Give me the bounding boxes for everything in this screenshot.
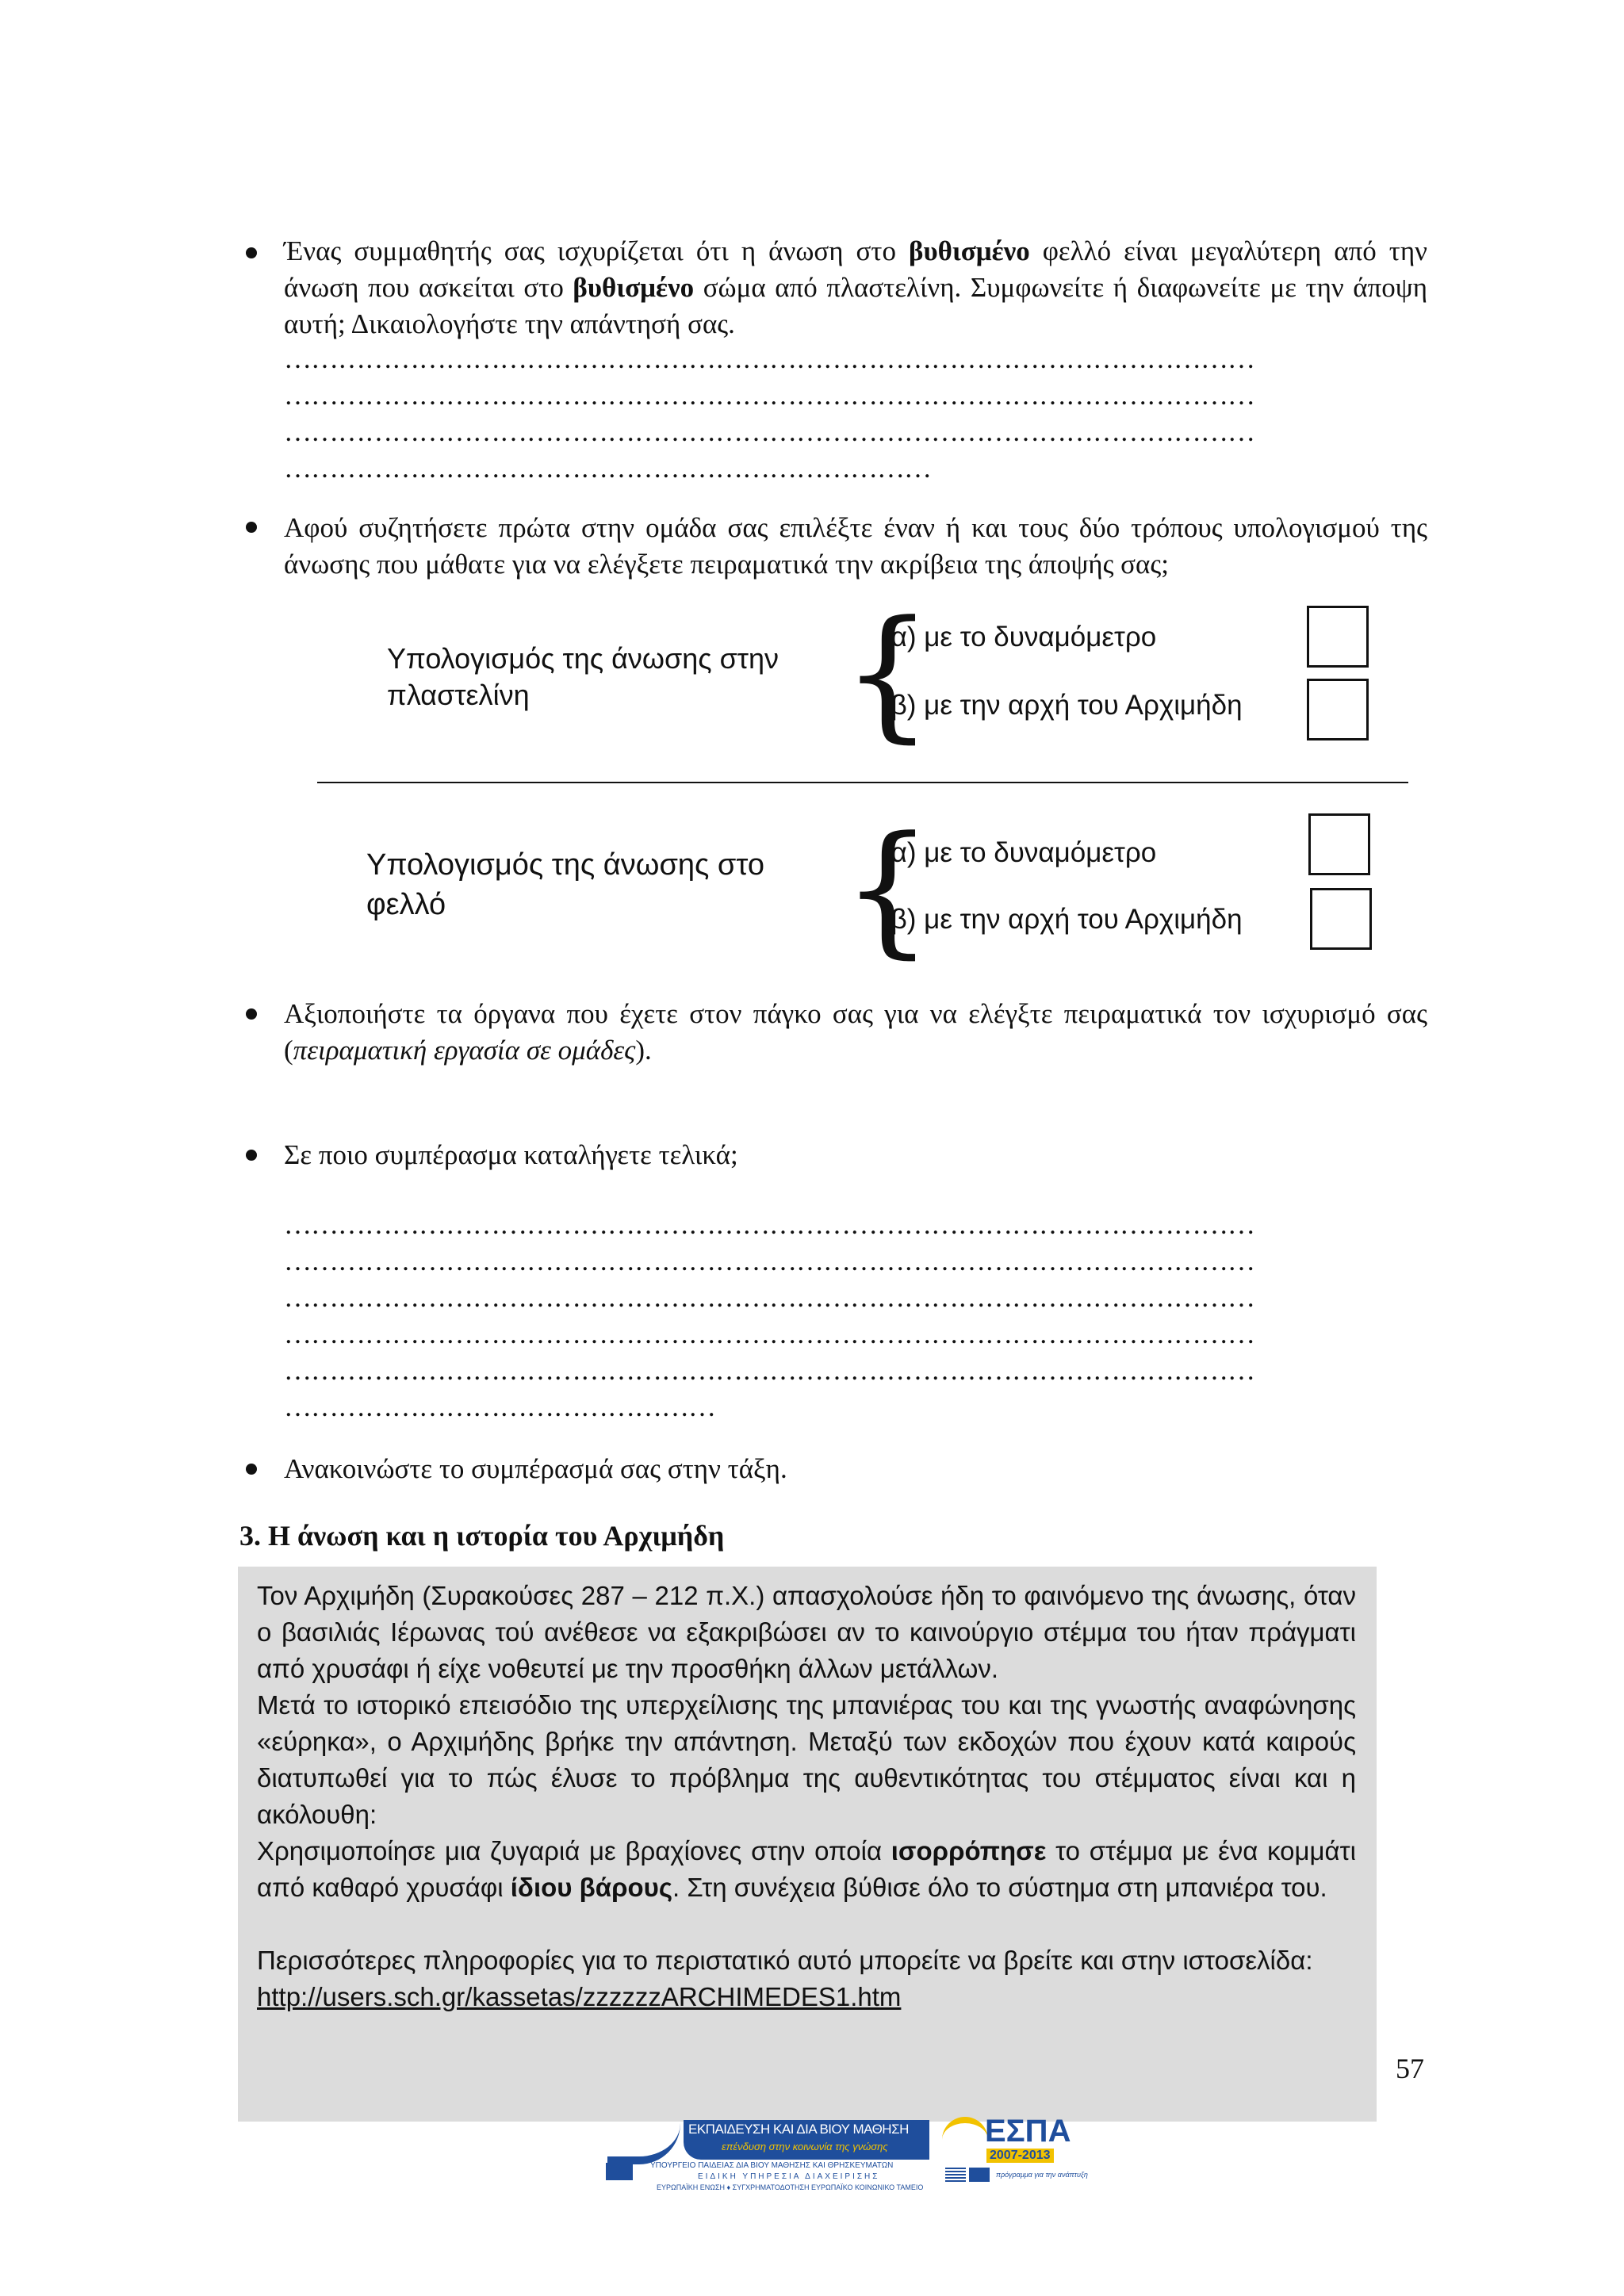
- espa-years: 2007-2013: [986, 2149, 1054, 2163]
- info-content: [257, 1578, 1356, 2015]
- italic-text: πειραματική εργασία σε ομάδες: [293, 1035, 636, 1066]
- question-4: Σε ποιο συμπέρασμα καταλήγετε τελικά;: [284, 1139, 738, 1170]
- bold-word: ισορρόπησε: [891, 1836, 1047, 1866]
- option-dynamometer: (α) με το δυναμόμετρο: [882, 837, 1157, 868]
- option-dynamometer: (α) με το δυναμόμετρο: [882, 622, 1157, 652]
- info-paragraph: Περισσότερες πληροφορίες για το περιστατικό αυτό μπορείτε να βρείτε και στην ιστοσελίδα:: [257, 1946, 1313, 1975]
- answer-line[interactable]: ………………………………………………………………………………………………: [284, 343, 1254, 374]
- checkbox-plasteline-a[interactable]: [1307, 606, 1369, 668]
- page-number: 57: [1396, 2053, 1424, 2084]
- espa-title: ΕΣΠΑ: [985, 2114, 1071, 2149]
- info-paragraph: Μετά το ιστορικό επεισόδιο της υπερχείλισης της μπανιέρας του και της γνωστής αναφώνησης «εύρηκα», ο Αρχιμήδης βρήκε την απάντηση. Μεταξύ των εκδοχών που έχουν κατά καιρούς διατυπωθεί για το πώς έλυσε το πρόβλημα της αυθεντικότητας του στέμματος είναι και η ακόλουθη:: [257, 1690, 1356, 1829]
- choice-label-plasteline: Υπολογισμός της άνωσης στην πλαστελίνη: [387, 642, 779, 711]
- answer-line[interactable]: ………………………………………………………………………………………………: [284, 1318, 1254, 1349]
- divider-line: [317, 782, 1408, 783]
- greek-flag-icon: [945, 2168, 966, 2182]
- logo-slogan: επένδυση στην κοινωνία της γνώσης: [722, 2141, 888, 2152]
- answer-line[interactable]: ………………………………………………………………………………………………: [284, 1246, 1254, 1276]
- info-paragraph: Τον Αρχιμήδη (Συρακούσες 287 – 212 π.Χ.) απασχολούσε ήδη το φαινόμενο της άνωσης, όταν ο βασιλιάς Ιέρωνας τού ανέθεσε να εξακριβώσει αν το καινούργιο στέμμα του ήταν πράγματι από χρυσάφι ή είχε νοθευτεί με την προσθήκη άλλων μετάλλων.: [257, 1581, 1356, 1683]
- logo-service: ΕΙΔΙΚΗ ΥΠΗΡΕΣΙΑ ΔΙΑΧΕΙΡΙΣΗΣ: [698, 2172, 880, 2181]
- checkbox-cork-b[interactable]: [1310, 888, 1372, 950]
- answer-line[interactable]: …………………………………………: [284, 1391, 715, 1422]
- option-archimedes: (β) με την αρχή του Αρχιμήδη: [882, 690, 1243, 721]
- eu-flag-icon: [606, 2163, 633, 2180]
- question-1: Ένας συμμαθητής σας ισχυρίζεται ότι η άνωση στο βυθισμένο φελλό είναι μεγαλύτερη από την άνωση που ασκείται στο βυθισμένο σώμα από πλαστελίνη. Συμφωνείτε ή διαφωνείτε με την άποψη αυτή; Δικαιολογήστε την απάντησή σας.: [284, 235, 1428, 339]
- answer-line[interactable]: ………………………………………………………………………………………………: [284, 1282, 1254, 1313]
- bullet-icon: [246, 1464, 257, 1475]
- bold-word: βυθισμένο: [573, 272, 695, 303]
- left-brace-icon: {: [842, 591, 933, 756]
- bold-word: βυθισμένο: [909, 235, 1030, 266]
- checkbox-cork-a[interactable]: [1308, 813, 1370, 875]
- eu-flag-icon: [969, 2168, 990, 2182]
- logo-eu: ΕΥΡΩΠΑΪΚΗ ΕΝΩΣΗ ♦ ΣΥΓΧΡΗΜΑΤΟΔΟΤΗΣΗ ΕΥΡΩΠΑΪΚΟ ΚΟΙΝΩΝΙΚΟ ΤΑΜΕΙΟ: [657, 2183, 924, 2191]
- question-3: Αξιοποιήστε τα όργανα που έχετε στον πάγκο σας για να ελέγξτε πειραματικά τον ισχυρισμό σας (πειραματική εργασία σε ομάδες).: [284, 998, 1427, 1066]
- question-2: Αφού συζητήσετε πρώτα στην ομάδα σας επιλέξτε έναν ή και τους δύο τρόπους υπολογισμού της άνωσης που μάθατε για να ελέγξετε πειραματικά την ακρίβεια της άποψής σας;: [284, 512, 1427, 580]
- logo-swoosh-icon: [607, 2123, 680, 2164]
- espa-slogan: πρόγραμμα για την ανάπτυξη: [996, 2171, 1088, 2179]
- espa-logo: [942, 2109, 1088, 2196]
- answer-line[interactable]: ………………………………………………………………………………………………: [284, 1355, 1254, 1386]
- answer-line[interactable]: ………………………………………………………………………………………………: [284, 1209, 1254, 1240]
- info-box: [238, 1567, 1377, 2122]
- bold-word: ίδιου βάρους: [510, 1873, 673, 1902]
- left-brace-icon: {: [842, 806, 933, 972]
- answer-line[interactable]: ………………………………………………………………………………………………: [284, 380, 1254, 411]
- choice-label-cork: Υπολογισμός της άνωσης στο φελλό: [366, 848, 764, 921]
- answer-line[interactable]: ………………………………………………………………………………………………: [284, 416, 1254, 447]
- info-paragraph: Χρησιμοποίησε μια ζυγαριά με βραχίονες στην οποία ισορρόπησε το στέμμα με ένα κομμάτι από καθαρό χρυσάφι ίδιου βάρους. Στη συνέχεια βύθισε όλο το σύστημα στη μπανιέρα του.: [257, 1836, 1356, 1902]
- option-archimedes: (β) με την αρχή του Αρχιμήδη: [882, 904, 1243, 935]
- logo-ministry: ΥΠΟΥΡΓΕΙΟ ΠΑΙΔΕΙΑΣ ΔΙΑ ΒΙΟΥ ΜΑΘΗΣΗΣ ΚΑΙ ΘΡΗΣΚΕΥΜΑΤΩΝ: [650, 2161, 894, 2170]
- bullet-icon: [246, 1150, 257, 1161]
- info-link[interactable]: http://users.sch.gr/kassetas/zzzzzzARCHIMEDES1.htm: [257, 1982, 902, 2011]
- bullet-icon: [246, 1008, 257, 1020]
- espa-swoosh-icon: [942, 2117, 988, 2147]
- answer-line[interactable]: ………………………………………………………………: [284, 453, 931, 484]
- checkbox-plasteline-b[interactable]: [1307, 679, 1369, 740]
- info-link-line: [257, 1979, 1356, 2015]
- info-spacer: [257, 1906, 1356, 1942]
- bullet-icon: [246, 522, 257, 533]
- lifelong-learning-logo: [603, 2109, 929, 2196]
- section-title: 3. Η άνωση και η ιστορία του Αρχιμήδη: [239, 1520, 725, 1552]
- bullet-icon: [246, 247, 257, 258]
- question-5: Ανακοινώστε το συμπέρασμά σας στην τάξη.: [284, 1453, 787, 1484]
- logo-title: ΕΚΠΑΙΔΕΥΣΗ ΚΑΙ ΔΙΑ ΒΙΟΥ ΜΑΘΗΣΗ: [688, 2122, 909, 2137]
